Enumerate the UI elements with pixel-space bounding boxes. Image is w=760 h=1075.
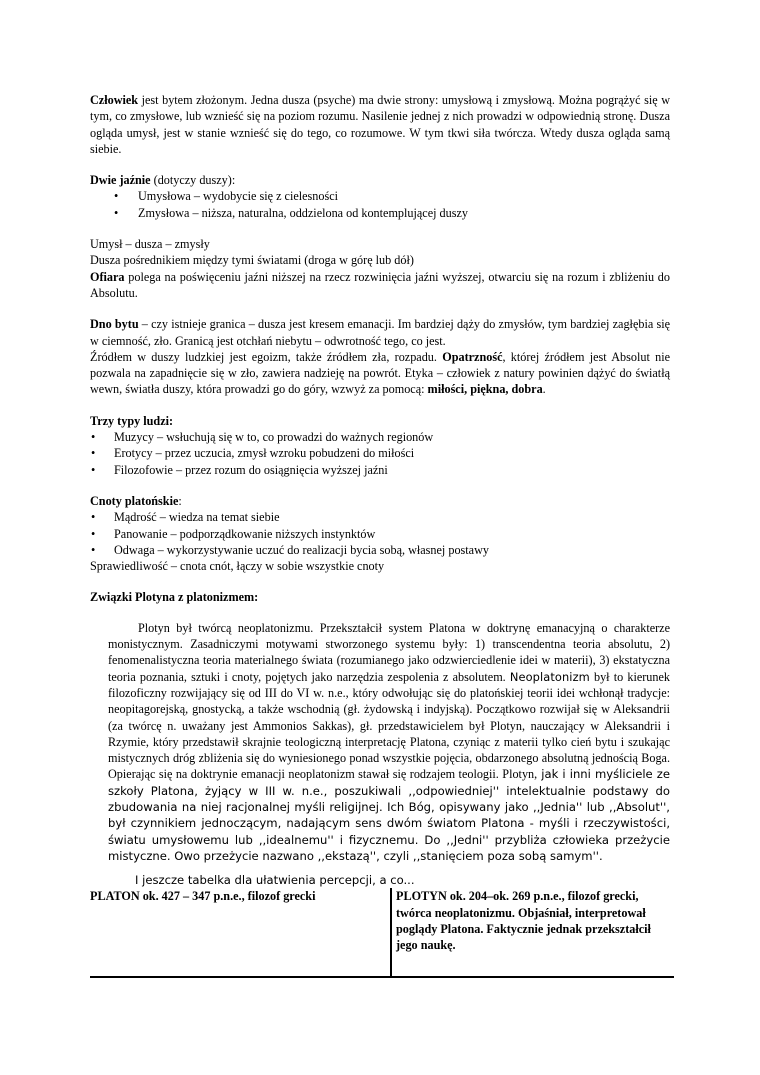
virtues-title: Cnoty platońskie (90, 493, 179, 508)
love-beauty-good: miłości, piękna, dobra (427, 382, 543, 397)
plotinus-sans-text: jak i inni myśliciele ze szkoły Platona, żyjący w III w. n.e., poszukiwali ,,odpowiedniej'' intelektualnie podstawy do zbudowania na niej racjonalnej myśli religijnej. Ich Bóg, opisywany jako ,,Jednia'' lub ,,Absolut'', był czynnikiem jednoczącym, nadającym sens dwóm światom Platona - myśli i rzeczywistości, światu umysłowemu lub ,,idealnemu'' i fizycznemu. Do ,,Jedni'' przybliża człowieka przeżycie mistyczne. Owo przeżycie nazwano ,,ekstazą'', czyli ,,stanięciem poza sobą samym''. (108, 767, 671, 863)
justice-line: Sprawiedliwość – cnota cnót, łączy w sobie wszystkie cnoty (90, 559, 385, 574)
comparison-table (90, 888, 674, 978)
egoism-text: Źródłem w duszy ludzkiej jest egoizm, także źródłem zła, rozpadu. (90, 349, 443, 364)
soul-mediator-line: Dusza pośrednikiem między tymi światami (droga w górę lub dół) (90, 253, 414, 268)
sacrifice-paragraph (90, 269, 670, 302)
bottom-text: – czy istnieje granica – dusza jest kresem emanacji. Im bardziej dąży do zmysłów, tym bardziej zagłębia się w ciemność, zło. Granicą jest otchłań niebytu – odwrotność tego, co jest. (90, 317, 670, 348)
virtues-list (90, 509, 670, 558)
list-item: • Zmysłowa – niższa, naturalna, oddzielona od kontemplującej duszy (90, 205, 670, 221)
list-item: • Erotycy – przez uczucia, zmysł wzroku pobudzeni do miłości (90, 445, 670, 461)
two-selves-note: (dotyczy duszy): (150, 173, 236, 188)
list-item: • Odwaga – wykorzystywanie uczuć do realizacji bycia sobą, własnej postawy (90, 542, 670, 558)
table-cell-platon (90, 888, 391, 977)
providence-term: Opatrzność (442, 349, 503, 364)
table-row (90, 888, 674, 977)
bottom-term: Dno bytu (90, 317, 139, 332)
ethics-text: , której źródłem jest Absolut nie pozwala na zapadnięcie się w zło, zawiera nadzieję na powrót. Etyka – człowiek z natury powinien dążyć do światłą wewn, światła duszy, która prowadzi go do góry, wzwyż za pomocą: (90, 349, 670, 397)
three-types-title: Trzy typy ludzi: (90, 413, 174, 428)
two-selves-heading (90, 172, 670, 188)
virtues-colon: : (178, 493, 182, 508)
three-types-heading (90, 413, 670, 429)
plotinus-text: Plotyn był twórcą neoplatonizmu. Przekształcił system Platona w doktrynę emanacyjną o charakterze monistycznym. Zasadniczymi motywami stworzonego systemu były: 1) transcendentna teoria absolutu, 2) fenomenalistyczna teoria materialnego świata (rozumianego jako odzwierciedlenie idei w materii), 3) ekstatyczna teoria poznania, sztuki i cnoty, pojętych jako narzędzia zespolenia z absolutem. (108, 620, 670, 684)
two-selves-term: Dwie jaźnie (90, 173, 151, 188)
relations-paragraph (108, 620, 670, 864)
relations-title: Związki Plotyna z platonizmem: (90, 590, 259, 605)
egoism-paragraph (90, 349, 670, 398)
relations-heading (90, 589, 670, 605)
list-item: • Panowanie – podporządkowanie niższych instynktów (90, 526, 670, 542)
period: . (542, 382, 546, 397)
sacrifice-term: Ofiara (90, 269, 125, 284)
intro-text: jest bytem złożonym. Jedna dusza (psyche) ma dwie strony: umysłową i zmysłową. Można pogrążyć się w tym, co zmysłowe, lub wznieść się na poziom rozumu. Nasilenie jednej z nich prowadzi w odpowiednią stronę. Dusza ogląda umysł, jest w stanie wznieść się do tego, co rozumowe. W tym tkwi siła twórcza. Wtedy dusza ogląda samą siebie. (90, 93, 670, 156)
list-item: • Mądrość – wiedza na temat siebie (90, 509, 670, 525)
platon-text: PLATON ok. 427 – 347 p.n.e., filozof grecki (90, 889, 316, 904)
virtues-heading (90, 493, 670, 509)
list-item: • Umysłowa – wydobycie się z cielesności (90, 188, 670, 204)
relations-body (108, 620, 670, 864)
neoplatonism-term: Neoplatonizm (509, 669, 590, 684)
two-selves-list (90, 188, 670, 221)
three-types-list (90, 429, 670, 478)
table-cell-plotyn (391, 888, 674, 977)
chain-line: Umysł – dusza – zmysły (90, 237, 210, 252)
list-item: • Muzycy – wsłuchują się w to, co prowadzi do ważnych regionów (90, 429, 670, 445)
table-intro: I jeszcze tabelka dla ułatwienia percepcji, a co... (135, 873, 415, 888)
intro-term: Człowiek (90, 93, 139, 107)
sacrifice-text: polega na poświęceniu jaźni niższej na rzecz rozwinięcia jaźni wyższej, otwarciu się na rozum i zbliżeniu do Absolutu. (90, 269, 670, 300)
neoplatonism-text: był to kierunek filozoficzny rozwijający się od III do VI w. n.e., który odwołując się do platońskiej teorii idei wchłonął tradycje: neopitagorejską, gnostycką, a także wschodnią (gł. żydowską i indyjską). Początkowo rozwijał się w Aleksandrii (za twórcę n. uważany jest Ammonios Sakkas), gł. przedstawicielem był Plotyn, nauczający w Aleksandrii i Rzymie, który przedstawił skrajnie teologiczną interpretację Platona, czyniąc z materii tylko cień bytu i szukając mistycznych dróg zbliżenia się do wyniesionego ponad wszystkie pojęcia, obdarzonego absolutną jednością Boga. Opierając się na doktrynie emanacji neoplatonizm stawał się rodzajem teologii. Plotyn, (108, 669, 670, 782)
intro-paragraph (90, 92, 670, 157)
bottom-of-being-paragraph (90, 316, 670, 349)
plotyn-text: PLOTYN ok. 204–ok. 269 p.n.e., filozof grecki, twórca neoplatonizmu. Objaśniał, interpretował poglądy Platona. Faktycznie jednak przekształcił jego naukę. (396, 889, 651, 953)
list-item: • Filozofowie – przez rozum do osiągnięcia wyższej jaźni (90, 462, 670, 478)
document-page (90, 92, 670, 978)
